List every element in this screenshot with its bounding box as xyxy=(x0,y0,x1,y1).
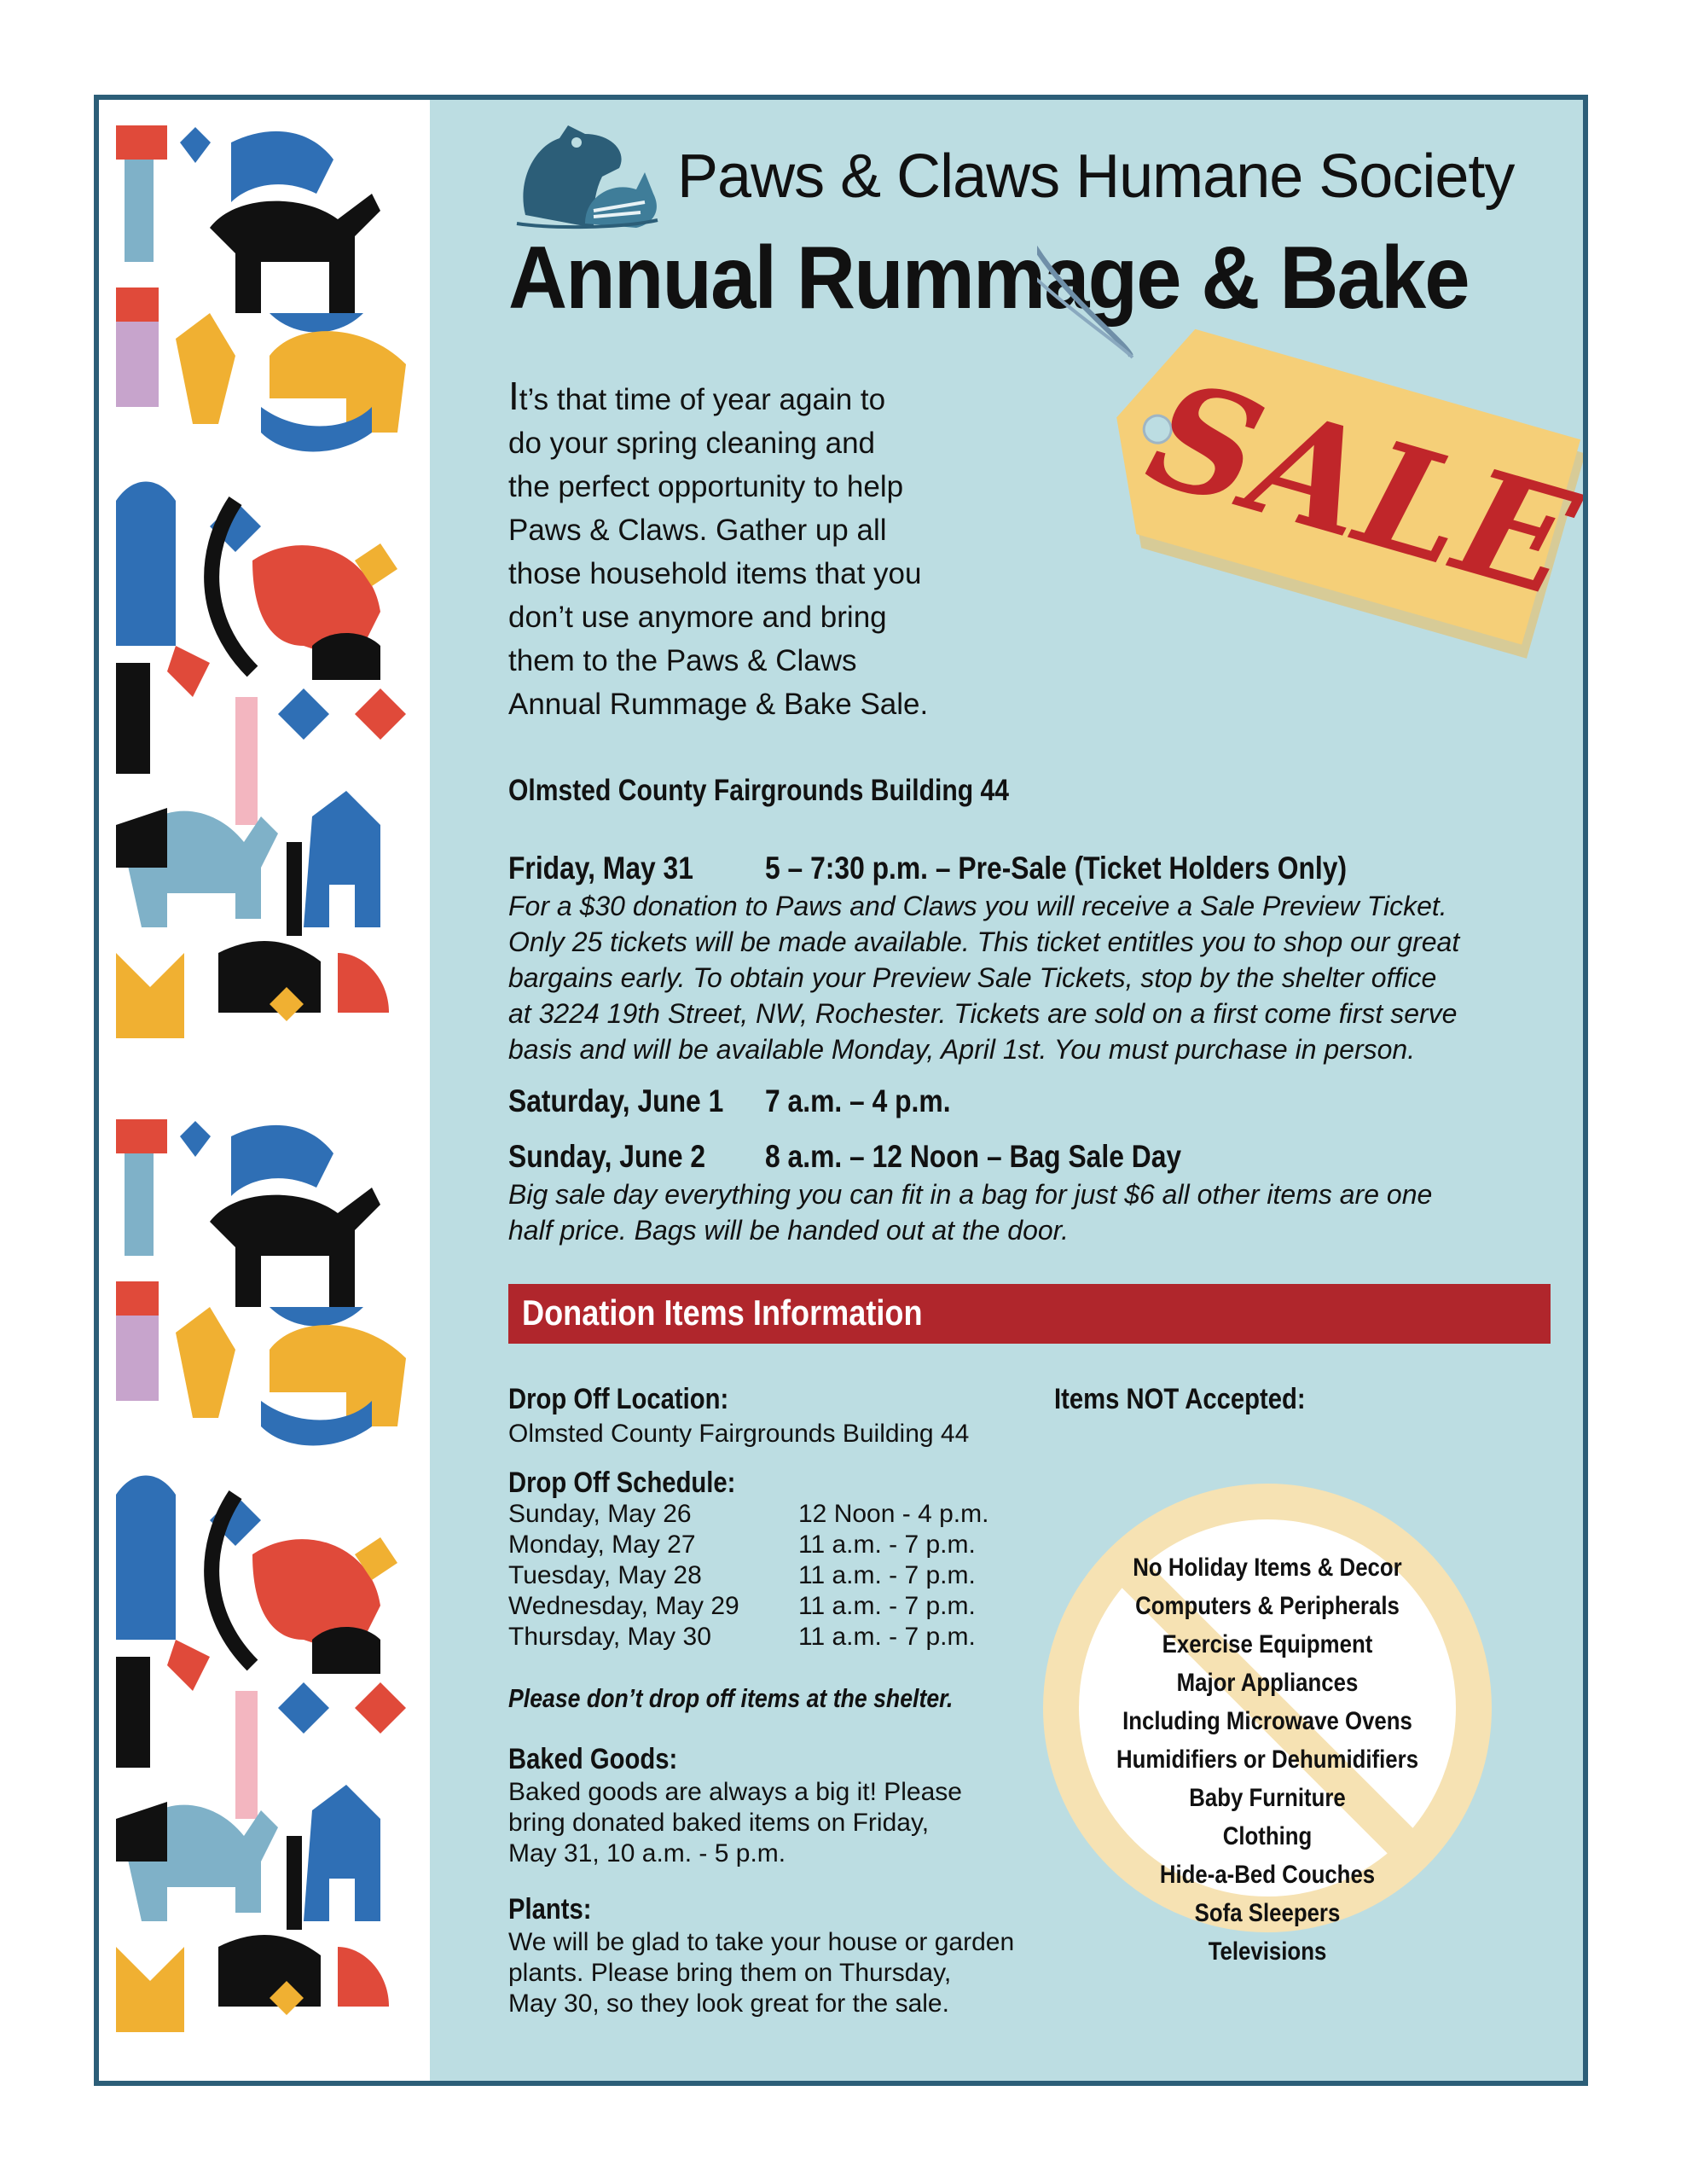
schedule-row xyxy=(508,1499,989,1530)
note-line: Only 25 tickets will be made available. This ticket entitles you to shop our great xyxy=(508,926,1460,957)
schedule-time: 12 Noon - 4 p.m. xyxy=(798,1500,989,1528)
event-time: 7 a.m. – 4 p.m. xyxy=(765,1083,951,1118)
schedule-time: 11 a.m. - 7 p.m. xyxy=(798,1561,976,1589)
organization-name: Paws & Claws Humane Society xyxy=(677,142,1515,211)
schedule-day: Sunday, May 26 xyxy=(508,1500,692,1528)
page-title: Annual Rummage & Bake xyxy=(508,229,1469,328)
not-accepted-label: Items NOT Accepted: xyxy=(1054,1383,1306,1415)
plants-text xyxy=(508,1927,1014,2019)
text-line: May 30, so they look great for the sale. xyxy=(508,1989,949,2018)
schedule-row xyxy=(508,1622,976,1653)
not-accepted-item: Computers & Peripherals xyxy=(1135,1592,1400,1620)
schedule-row xyxy=(508,1591,976,1622)
text-line: Baked goods are always a big it! Please xyxy=(508,1778,962,1806)
not-accepted-item: Major Appliances xyxy=(1176,1669,1359,1697)
intro-line: Paws & Claws. Gather up all xyxy=(508,514,887,547)
animal-pattern-strip xyxy=(99,100,430,2081)
not-accepted-item: Hide-a-Bed Couches xyxy=(1159,1861,1376,1889)
schedule-day: Tuesday, May 28 xyxy=(508,1561,702,1589)
not-accepted-list xyxy=(1046,1548,1489,1971)
intro-line: don’t use anymore and bring xyxy=(508,601,887,634)
event-time: 5 – 7:30 p.m. – Pre-Sale (Ticket Holders Only) xyxy=(765,851,1348,886)
schedule-time: 11 a.m. - 7 p.m. xyxy=(798,1531,976,1559)
schedule-day: Monday, May 27 xyxy=(508,1531,696,1559)
text-line: plants. Please bring them on Thursday, xyxy=(508,1959,952,1987)
note-line: For a $30 donation to Paws and Claws you will receive a Sale Preview Ticket. xyxy=(508,891,1447,921)
donation-section-band xyxy=(508,1284,1551,1344)
drop-off-location: Olmsted County Fairgrounds Building 44 xyxy=(508,1420,970,1448)
intro-line: them to the Paws & Claws xyxy=(508,644,857,677)
schedule-time: 11 a.m. - 7 p.m. xyxy=(798,1592,976,1620)
not-accepted-item: Including Microwave Ovens xyxy=(1122,1707,1412,1735)
plants-label: Plants: xyxy=(508,1893,592,1926)
sale-tag-graphic xyxy=(1037,245,1592,671)
flyer-content xyxy=(508,100,1592,2081)
donation-section-title: Donation Items Information xyxy=(522,1292,923,1333)
intro-line: those household items that you xyxy=(508,557,922,590)
event-day: Sunday, June 2 xyxy=(508,1139,706,1174)
not-accepted-item: Clothing xyxy=(1222,1822,1313,1850)
text-line: We will be glad to take your house or garden xyxy=(508,1928,1015,1956)
intro-line: t’s that time of year again to xyxy=(519,383,886,416)
event-day: Saturday, June 1 xyxy=(508,1083,724,1118)
dog-and-cat-logo-icon xyxy=(508,121,662,232)
schedule-day: Wednesday, May 29 xyxy=(508,1592,739,1620)
drop-off-location-label: Drop Off Location: xyxy=(508,1383,729,1415)
not-accepted-item: Sofa Sleepers xyxy=(1194,1899,1341,1927)
drop-off-schedule xyxy=(508,1499,989,1653)
not-accepted-item: Televisions xyxy=(1208,1937,1327,1966)
venue-heading: Olmsted County Fairgrounds Building 44 xyxy=(508,774,1009,807)
flyer xyxy=(94,95,1592,2086)
shelter-note: Please don’t drop off items at the shelter. xyxy=(508,1683,954,1713)
not-accepted-item: Humidifiers or Dehumidifiers xyxy=(1116,1745,1419,1774)
event-friday xyxy=(508,851,1348,886)
not-accepted-item: Baby Furniture xyxy=(1189,1784,1346,1812)
intro-line: Annual Rummage & Bake Sale. xyxy=(508,688,929,721)
intro-line: the perfect opportunity to help xyxy=(508,470,904,503)
note-line: at 3224 19th Street, NW, Rochester. Tickets are sold on a first come first serve xyxy=(508,998,1458,1029)
text-line: May 31, 10 a.m. - 5 p.m. xyxy=(508,1839,786,1867)
event-time: 8 a.m. – 12 Noon – Bag Sale Day xyxy=(765,1139,1182,1174)
baked-goods-label: Baked Goods: xyxy=(508,1743,678,1775)
animal-pattern-graphic xyxy=(99,100,430,2081)
event-day: Friday, May 31 xyxy=(508,851,693,886)
sale-word: SALE xyxy=(1132,347,1592,630)
note-line: bargains early. To obtain your Preview Sale Tickets, stop by the shelter office xyxy=(508,962,1437,993)
drop-off-schedule-label: Drop Off Schedule: xyxy=(508,1467,736,1499)
schedule-time: 11 a.m. - 7 p.m. xyxy=(798,1623,976,1651)
event-sunday xyxy=(508,1139,1182,1175)
presale-note xyxy=(508,888,1557,1067)
schedule-row xyxy=(508,1560,976,1591)
event-saturday xyxy=(508,1083,951,1119)
brand-header xyxy=(508,125,1514,228)
drop-cap: I xyxy=(508,374,519,418)
bag-sale-note xyxy=(508,1176,1557,1248)
baked-goods-text xyxy=(508,1777,962,1869)
schedule-row xyxy=(508,1530,976,1560)
note-line: half price. Bags will be handed out at the door. xyxy=(508,1215,1070,1246)
not-accepted-item: Exercise Equipment xyxy=(1162,1630,1373,1658)
text-line: bring donated baked items on Friday, xyxy=(508,1809,930,1837)
intro-line: do your spring cleaning and xyxy=(508,427,876,460)
not-accepted-item: No Holiday Items & Decor xyxy=(1133,1554,1402,1582)
note-line: basis and will be available Monday, April 1st. You must purchase in person. xyxy=(508,1034,1416,1065)
schedule-day: Thursday, May 30 xyxy=(508,1623,711,1651)
intro-paragraph xyxy=(508,375,986,726)
note-line: Big sale day everything you can fit in a bag for just $6 all other items are one xyxy=(508,1179,1433,1210)
